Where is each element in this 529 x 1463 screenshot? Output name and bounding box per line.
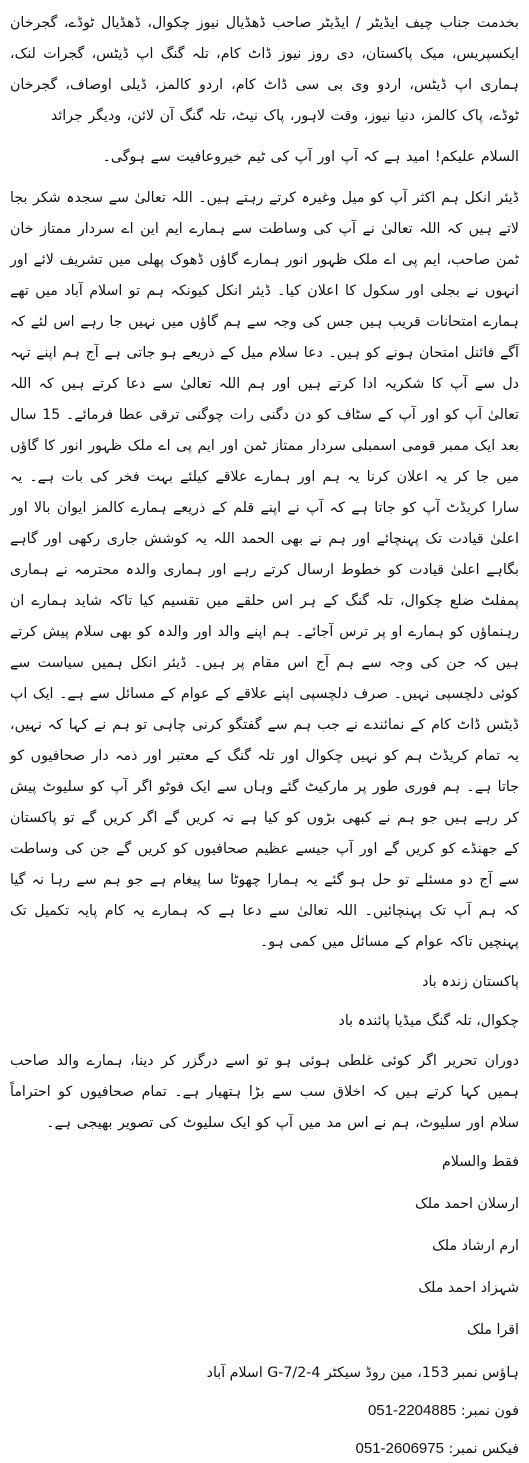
signatory-name: ارم ارشاد ملک: [432, 1238, 519, 1254]
signatory-name: شہزاد احمد ملک: [418, 1280, 519, 1296]
phone-label: فون نمبر:: [460, 1403, 519, 1419]
signatory-name: اقرا ملک: [467, 1322, 519, 1338]
closing: فقط والسلام: [442, 1154, 519, 1170]
signatory-name: ارسلان احمد ملک: [415, 1196, 519, 1212]
phone-line: [10, 1397, 519, 1425]
fax-line: [10, 1435, 519, 1463]
fax-label: فیکس نمبر:: [448, 1441, 519, 1457]
fax-number: 051-2606975: [355, 1440, 444, 1457]
phone-number: 051-2204885: [367, 1402, 457, 1419]
slogan: پاکستان زندہ باد: [422, 974, 519, 990]
address: ہاؤس نمبر 153، مین روڈ سیکٹر G-7/2-4 اسلام آباد: [206, 1365, 519, 1381]
greeting: بخدمت جناب چیف ایڈیٹر / ایڈیٹر صاحب ڈھڈیال نیوز چکوال، ڈھڈیال ٹوڈے، گجرخان ایکسپریس، میک پاکستان، دی روز نیوز ڈاٹ کام، تلہ گنگ اپ ڈیٹس، گجرات لنک، ہماری اپ ڈیٹس، اردو وی بی سی ڈاٹ کام، اردو کالمز، ڈیلی اوصاف، گجرخان ٹوڈے، پاک کالمز، دنیا نیوز، وقت لاہور، پاک نیٹ، تلہ گنگ آن لائن، ودیگر جرائد: [10, 15, 519, 124]
letter-body: ڈیئر انکل ہم اکثر آپ کو میل وغیرہ کرتے رہتے ہیں۔ اللہ تعالیٰ سے سجدہ شکر بجا لاتے ہیں کہ اللہ تعالیٰ نے آپ کی وساطت سے ہمارے ایم این اے سردار ممتاز خان ٹمن صاحب، ایم پی اے ملک ظہور انور ہمارے گاؤں ڈھوک پھلی میں تشریف لائے اور انہوں نے بجلی اور سکول کا اعلان کیا۔ ڈیئر انکل کیونکہ ہم تو اسلام آباد میں تھے ہمارے امتحانات قریب ہیں جس کی وجہ سے ہم گاؤں میں نہیں جا رہے اس لئے کہ آگے فائنل امتحان ہونے کو ہیں۔ دعا سلام میل کے ذریعے ہو جاتی ہے آج ہم اپنے تہہ دل سے آپ کا شکریہ ادا کرتے ہیں اور ہم اللہ تعالیٰ سے دعا کرتے ہیں کہ اللہ تعالیٰ آپ کو اور آپ کے سٹاف کو دن دگنی رات چوگنی ترقی عطا فرمائے۔ 15 سال بعد ایک ممبر قومی اسمبلی سردار ممتاز ٹمن اور ایم پی اے ملک ظہور انور کا گاؤں میں جا کر یہ اعلان کرنا یہ ہم اور ہمارے علاقے کیلئے بہت فخر کی بات ہے۔ یہ سارا کریڈٹ آپ کو جاتا ہے کہ آپ نے اپنے قلم کے ذریعے ہمارے کالمز ایوان بالا اور اعلیٰ قیادت تک پہنچائے اور ہم نے بھی الحمد اللہ یہ کوشش جاری رکھی اور گاہے بگاہے اعلیٰ قیادت کو خطوط ارسال کرتے رہے اور ہماری والدہ محترمہ نے ہماری پمفلٹ ضلع چکوال، تلہ گنگ کے ہر اس حلقے میں تقسیم کیا تاکہ شاید ہمارے ان رہنماؤں کو ہمارے او پر ترس آجائے۔ ہم اپنے والد اور والدہ کو بھی سلام پیش کرتے ہیں کہ جن کی وجہ سے ہم آج اس مقام پر ہیں۔ ڈیئر انکل ہمیں سیاست سے کوئی دلچسپی نہیں۔ صرف دلچسپی اپنے علاقے کے عوام کے مسائل سے ہے۔ ایک اپ ڈیٹس ڈاٹ کام کے نمائندے نے جب ہم سے گفتگو کرنی چاہی تو ہم نے کہا کہ نہیں، یہ تمام کریڈٹ ہم کو نہیں چکوال اور تلہ گنگ کے معتبر اور ذمہ دار صحافیوں کو جاتا ہے۔ ہم فوری طور پر مارکیٹ گئے وہاں سے ایک فوٹو اگر آپ کو سلیوٹ پیش کر رہے ہیں جو ہم نے کبھی بڑوں کو کیا ہے نہ کریں گے اگر کریں گے تو پاکستان کے جھنڈے کو کریں گے اور آپ جیسے عظیم صحافیوں کو کریں گے جن کی وساطت سے آج دو مسئلے تو حل ہو گئے یہ ہمارا چھوٹا سا پیغام ہے جو ہم سے رہا نہ گیا کہ ہم آپ تک پہنچائیں۔ اللہ تعالیٰ سے دعا ہے کہ ہمارے یہ کام پایہ تکمیل تک پہنچیں تاکہ عوام کے مسائل میں کمی ہو۔: [10, 190, 520, 950]
media-slogan: چکوال، تلہ گنگ میڈیا پائندہ باد: [338, 1013, 519, 1029]
apology: دوران تحریر اگر کوئی غلطی ہوئی ہو تو اسے درگزر کر دینا، ہمارے والد صاحب ہمیں کہا کرتے ہیں کہ اخلاق سب سے بڑا ہتھیار ہے۔ تمام صحافیوں کو احتراماً سلام اور سلیوٹ، ہم نے اس مد میں آپ کو ایک سلیوٹ کی تصویر بھیجی ہے۔: [10, 1053, 519, 1131]
salutation: السلام علیکم! امید ہے کہ آپ اور آپ کی ٹیم خیروعافیت سے ہوگی۔: [102, 149, 519, 165]
signature-block: [10, 1149, 519, 1343]
